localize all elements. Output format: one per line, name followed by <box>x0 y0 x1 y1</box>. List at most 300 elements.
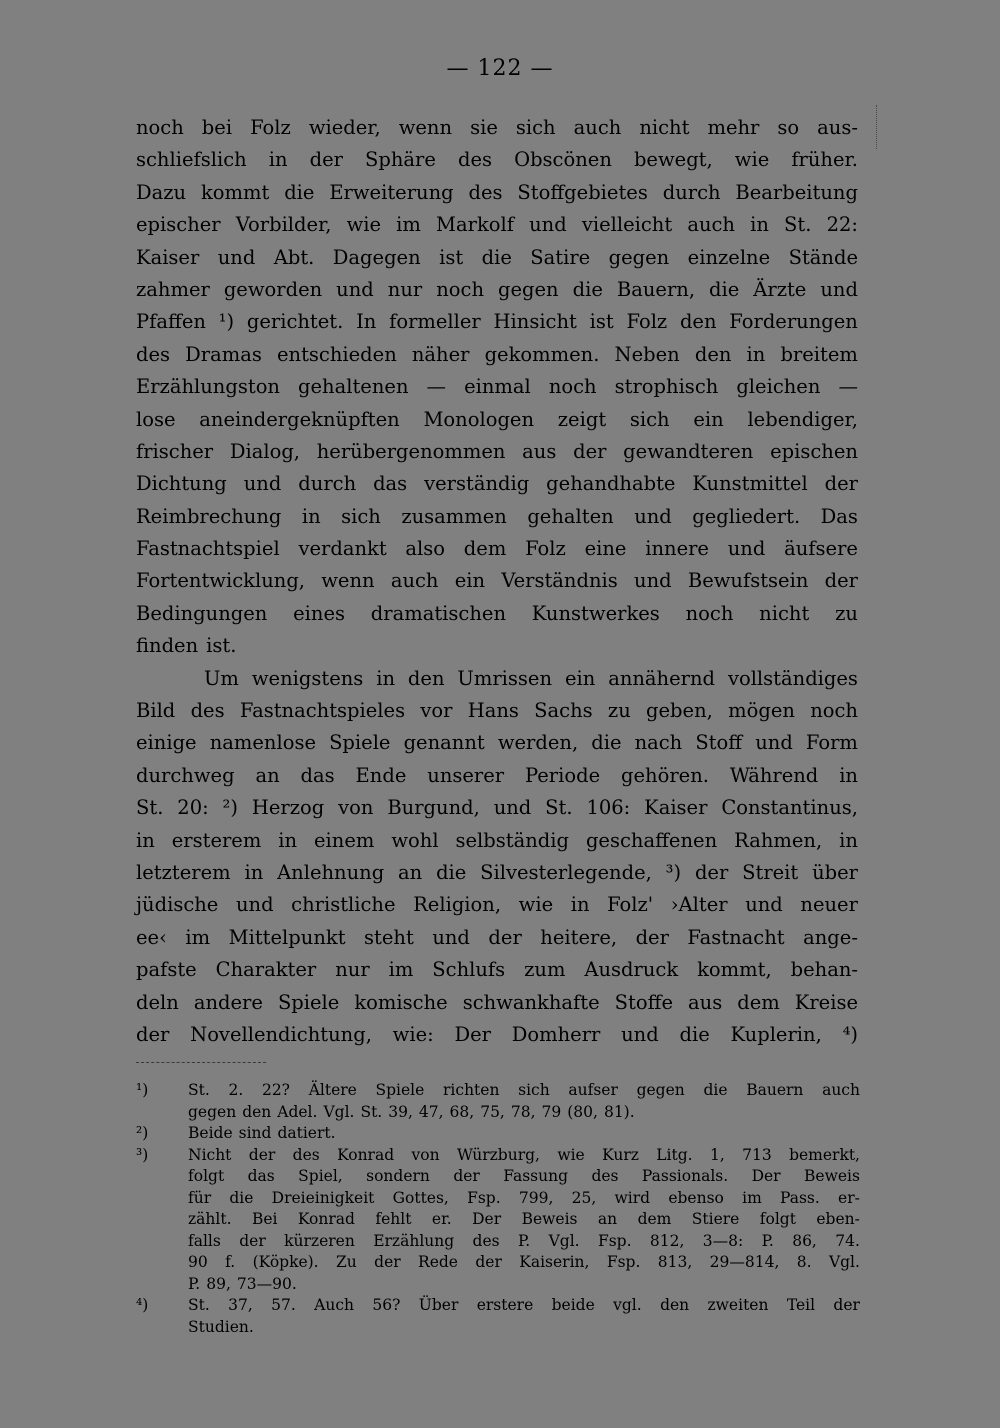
word: Konrad <box>337 1145 395 1164</box>
word: zählt. <box>188 1210 232 1228</box>
word: 812, <box>649 1231 685 1250</box>
word: ee‹ <box>136 925 167 949</box>
word: folgt <box>188 1167 225 1185</box>
word: ein <box>454 569 486 593</box>
word: also <box>405 537 446 561</box>
word: Bauern, <box>616 277 696 301</box>
word: schliefslich <box>136 148 247 172</box>
word: Folz <box>626 310 668 334</box>
word: eine <box>584 537 627 561</box>
word: namenlose <box>209 731 316 755</box>
word: der <box>374 1253 401 1271</box>
word: Das <box>820 504 858 528</box>
word: vgl. <box>613 1296 642 1314</box>
word: behan- <box>790 958 858 982</box>
word: Der <box>472 1210 502 1228</box>
word: gewandteren <box>623 439 754 463</box>
word: Monologen <box>423 407 535 431</box>
word: Pass. <box>780 1188 820 1207</box>
word: Dreieinigkeit <box>271 1188 375 1207</box>
word: gegen <box>636 1081 685 1099</box>
word: Ausdruck <box>584 958 679 982</box>
word: 81). <box>603 1102 635 1121</box>
word: und <box>217 245 256 269</box>
footnote-text <box>160 1166 860 1188</box>
word: und <box>634 569 672 593</box>
footnote-text <box>160 1274 860 1296</box>
word: das <box>247 1167 275 1185</box>
word: 79 <box>541 1102 562 1121</box>
word: die <box>436 860 467 884</box>
word: Stoffgebietes <box>517 180 648 204</box>
word: Rahmen, <box>734 828 823 852</box>
word: nur <box>387 277 423 301</box>
word: der <box>136 1022 170 1046</box>
word: andere <box>193 990 263 1014</box>
word: falls <box>188 1231 221 1250</box>
word: Streit <box>742 860 799 884</box>
word: noch <box>548 375 597 399</box>
word: nach <box>634 731 683 755</box>
word: Vgl. <box>323 1102 355 1121</box>
word: Um <box>204 666 239 690</box>
word: nicht <box>759 601 810 625</box>
word: 799, <box>518 1188 554 1207</box>
word: Vgl. <box>548 1231 580 1250</box>
text-line <box>136 177 858 209</box>
word: Fassung <box>503 1167 569 1185</box>
footnote-line <box>136 1080 860 1102</box>
word: gehaltenen <box>298 375 409 399</box>
word: Kaiser <box>644 796 708 820</box>
word: fehlt <box>375 1210 412 1228</box>
word: den <box>407 666 445 690</box>
word: Fsp. <box>606 1253 641 1271</box>
text-line <box>136 306 858 338</box>
word: des <box>292 1145 320 1164</box>
word: durch <box>662 180 721 204</box>
word: herübergenommen <box>316 439 506 463</box>
word: neuer <box>800 893 858 917</box>
word: des <box>457 148 493 172</box>
word: wie <box>557 1145 585 1164</box>
word: richten <box>443 1081 500 1099</box>
word: gegen <box>188 1102 237 1121</box>
word: geben, <box>646 699 713 723</box>
word: Rede <box>418 1253 458 1271</box>
word: folgt <box>759 1210 796 1228</box>
word: gerichtet. <box>246 310 344 334</box>
word: dem <box>737 990 780 1014</box>
word: ²) <box>222 796 238 820</box>
word: (80, <box>567 1102 598 1121</box>
word: Kuplerin, <box>730 1022 822 1046</box>
word: in <box>301 504 321 528</box>
word: der <box>824 569 858 593</box>
footnote-line <box>160 1317 860 1339</box>
word: den <box>694 342 732 366</box>
word: und <box>634 504 672 528</box>
text-line <box>136 727 858 759</box>
word: Litg. <box>656 1145 693 1164</box>
word: im <box>396 213 421 237</box>
word: Domherr <box>511 1022 601 1046</box>
word: 813, <box>657 1253 693 1271</box>
word: Fsp. <box>597 1231 632 1250</box>
word: Schlufs <box>432 958 506 982</box>
word: Bei <box>251 1210 278 1228</box>
word: des <box>190 699 225 723</box>
word: wie <box>346 213 382 237</box>
word: ›Alter <box>670 893 728 917</box>
page-number: — 122 — <box>446 56 554 81</box>
word: und <box>336 277 374 301</box>
word: verständig <box>424 472 530 496</box>
word: 22: <box>826 213 858 237</box>
text-line <box>136 760 858 792</box>
word: 86, <box>792 1231 817 1250</box>
word: pafste <box>136 958 197 982</box>
footnote-text <box>160 1123 860 1145</box>
word: sondern <box>366 1167 430 1185</box>
main-text <box>136 112 858 1051</box>
footnote-line <box>160 1188 860 1210</box>
word: Forderungen <box>729 310 858 334</box>
word: die <box>481 245 512 269</box>
word: die <box>284 180 315 204</box>
word: 39, <box>388 1102 413 1121</box>
word: eines <box>293 601 346 625</box>
word: 90 <box>188 1253 208 1271</box>
word: Dramas <box>185 342 262 366</box>
word: gegen <box>498 277 559 301</box>
word: gehalten <box>527 504 614 528</box>
word: sich <box>518 1081 550 1099</box>
word: schwankhafte <box>462 990 600 1014</box>
word: einige <box>136 731 197 755</box>
word: aus <box>522 439 557 463</box>
text-line <box>136 274 858 306</box>
word: wieder, <box>308 116 381 139</box>
word: Beide <box>188 1124 233 1142</box>
word: in <box>746 342 766 366</box>
word: der <box>573 439 607 463</box>
word: im <box>388 958 414 982</box>
word: Stände <box>788 245 858 269</box>
text-line <box>136 242 858 274</box>
word: erstere <box>476 1296 534 1314</box>
word: Verständnis <box>501 569 618 593</box>
word: der <box>453 1167 480 1185</box>
word: bemerkt, <box>789 1145 860 1164</box>
word: Neben <box>614 342 680 366</box>
word: werden, <box>497 731 579 755</box>
word: und <box>755 731 793 755</box>
word: kommt, <box>697 958 772 982</box>
word: aneindergeknüpften <box>199 407 400 431</box>
word: Bedingungen <box>136 601 268 625</box>
word: Sachs <box>534 699 593 723</box>
word: ⁴) <box>842 1022 858 1046</box>
footnote-marker: ³) <box>136 1145 149 1164</box>
word: der <box>833 1296 860 1314</box>
word: des <box>136 342 171 366</box>
word: Fastnachtspieles <box>239 699 406 723</box>
word: auch <box>687 213 735 237</box>
word: Sphäre <box>365 148 436 172</box>
word: so <box>777 116 800 139</box>
word: wie <box>518 893 554 917</box>
footnote-line <box>136 1145 860 1167</box>
word: kürzeren <box>284 1231 355 1250</box>
text-line <box>136 533 858 565</box>
text-line <box>136 112 858 144</box>
word: ist. <box>206 634 237 658</box>
word: nur <box>335 958 370 982</box>
word: dem <box>463 537 507 561</box>
word: Ende <box>355 763 407 787</box>
word: in <box>376 666 396 690</box>
word: Silvesterlegende, <box>480 860 652 884</box>
word: Mittelpunkt <box>228 925 346 949</box>
word: Periode <box>525 763 601 787</box>
word: vor <box>420 699 453 723</box>
word: und <box>621 1022 659 1046</box>
word: in <box>750 213 769 237</box>
word: des <box>472 1231 500 1250</box>
word: Dichtung <box>136 472 227 496</box>
word: der <box>635 925 669 949</box>
word: in <box>244 860 264 884</box>
word: Kreise <box>794 990 858 1014</box>
text-line <box>136 630 858 662</box>
word: Kaiserin, <box>519 1253 590 1271</box>
word: und <box>235 893 274 917</box>
word: Hans <box>467 699 519 723</box>
word: f. <box>225 1253 236 1271</box>
text-line <box>136 825 858 857</box>
footnote-line <box>136 1295 860 1317</box>
word: Konrad <box>297 1210 355 1228</box>
word: 1, <box>709 1145 725 1164</box>
word: innere <box>645 537 709 561</box>
footnote-marker: ²) <box>136 1124 149 1142</box>
word: geworden <box>223 277 323 301</box>
word: lebendiger, <box>747 407 858 431</box>
word: Nicht <box>188 1145 232 1164</box>
word: Ältere <box>308 1081 357 1099</box>
word: verdankt <box>298 537 387 561</box>
text-line <box>136 339 858 371</box>
word: mehr <box>707 116 760 139</box>
footnote-line <box>136 1123 860 1145</box>
word: zeigt <box>557 407 607 431</box>
word: des <box>591 1167 619 1185</box>
word: Pfaffen <box>136 310 206 334</box>
word: auch <box>822 1081 860 1099</box>
word: Erzählung <box>373 1231 455 1250</box>
word: Spiel, <box>298 1167 343 1185</box>
word: nicht <box>639 116 690 139</box>
word: Religion, <box>413 893 502 917</box>
word: sind <box>238 1124 272 1142</box>
footnote-text <box>160 1252 860 1274</box>
word: an <box>398 860 423 884</box>
text-line <box>136 565 858 597</box>
footnote-marker: ⁴) <box>136 1296 149 1314</box>
word: die <box>591 731 622 755</box>
word: in <box>839 828 858 852</box>
word: und <box>243 472 282 496</box>
word: Folz' <box>607 893 654 917</box>
word: Constantinus, <box>721 796 858 820</box>
word: St. <box>188 1296 210 1314</box>
word: dem <box>637 1210 672 1228</box>
word: der <box>475 1253 502 1271</box>
text-line <box>136 987 858 1019</box>
word: Novellendichtung, <box>190 1022 372 1046</box>
word: die <box>703 1081 728 1099</box>
word: gehandhabte <box>546 472 676 496</box>
word: wenigstens <box>251 666 364 690</box>
word: annähernd <box>608 666 716 690</box>
word: und <box>529 213 567 237</box>
word: — <box>838 375 858 399</box>
word: Kurz <box>602 1145 639 1164</box>
footnote-text <box>160 1102 860 1124</box>
text-line <box>136 792 858 824</box>
word: Dazu <box>136 180 187 204</box>
word: den <box>660 1296 690 1314</box>
word: Spiele <box>375 1081 425 1099</box>
word: Der <box>454 1022 491 1046</box>
footnote-text <box>160 1295 860 1317</box>
word: bewegt, <box>633 148 713 172</box>
word: 25, <box>571 1188 597 1207</box>
word: einem <box>314 828 375 852</box>
word: geschaffenen <box>585 828 718 852</box>
word: breitem <box>780 342 858 366</box>
footnote-line <box>160 1166 860 1188</box>
word: und <box>727 537 766 561</box>
word: wenn <box>321 569 375 593</box>
word: ist <box>589 310 614 334</box>
footnote-text <box>160 1209 860 1231</box>
word: und <box>745 893 783 917</box>
word: Vorbilder, <box>235 213 332 237</box>
text-line <box>136 1019 858 1051</box>
word: und <box>493 796 532 820</box>
word: gekommen. <box>484 342 600 366</box>
word: Reimbrechung <box>136 504 282 528</box>
word: Beweis <box>804 1167 860 1185</box>
word: auch <box>390 569 439 593</box>
word: von <box>411 1145 440 1164</box>
word: näher <box>411 342 470 366</box>
word: P. <box>761 1231 774 1250</box>
word: Folz <box>250 116 291 139</box>
word: Ärzte <box>753 277 807 301</box>
word: 37, <box>228 1296 253 1314</box>
word: zu <box>607 699 631 723</box>
footnote-line <box>160 1209 860 1231</box>
word: Bewufstsein <box>687 569 809 593</box>
word: in <box>839 763 858 787</box>
word: (Köpke). <box>252 1253 319 1271</box>
word: Anlehnung <box>277 860 385 884</box>
word: beide <box>551 1296 595 1314</box>
word: den <box>242 1102 272 1121</box>
word: 20: <box>177 796 209 820</box>
word: 22? <box>261 1081 290 1099</box>
word: epischer <box>136 213 221 237</box>
word: einmal <box>464 375 531 399</box>
word: Fsp. <box>467 1188 501 1207</box>
text-line <box>136 889 858 921</box>
text-line <box>136 468 858 500</box>
word: Bearbeitung <box>735 180 858 204</box>
word: an <box>255 763 280 787</box>
footnote-divider <box>136 1062 266 1063</box>
word: Erzählungston <box>136 375 280 399</box>
word: komische <box>354 990 448 1014</box>
word: ebenso <box>668 1188 724 1207</box>
word: gleichen <box>736 375 821 399</box>
word: wie <box>734 148 770 172</box>
word: Während <box>729 763 819 787</box>
word: an <box>597 1210 618 1228</box>
word: lose <box>136 407 176 431</box>
word: wenn <box>398 116 453 139</box>
word: zusammen <box>401 504 507 528</box>
word: 29—814, <box>709 1253 780 1271</box>
word: 713 <box>742 1145 772 1164</box>
footnote-marker: ¹) <box>136 1081 149 1099</box>
word: Obscönen <box>514 148 612 172</box>
footnote-line <box>160 1231 860 1253</box>
word: sie <box>470 116 498 139</box>
word: ³) <box>665 860 682 884</box>
word: äufsere <box>784 537 858 561</box>
word: vollständiges <box>727 666 858 690</box>
word: St. <box>188 1081 210 1099</box>
word: eben- <box>816 1210 860 1228</box>
word: durch <box>298 472 357 496</box>
word: Kaiser <box>136 245 200 269</box>
word: das <box>373 472 408 496</box>
word: P. <box>188 1274 201 1293</box>
word: in <box>268 148 288 172</box>
word: der <box>248 1145 276 1164</box>
word: Stiere <box>691 1210 740 1228</box>
word: der <box>694 860 729 884</box>
word: zweiten <box>707 1296 769 1314</box>
text-line <box>136 209 858 241</box>
word: unserer <box>427 763 505 787</box>
word: genannt <box>403 731 485 755</box>
word: wie: <box>392 1022 434 1046</box>
word: das <box>300 763 335 787</box>
word: auch <box>573 116 622 139</box>
word: über <box>812 860 858 884</box>
word: datiert. <box>277 1124 336 1142</box>
word: Erweiterung <box>329 180 454 204</box>
word: mögen <box>728 699 795 723</box>
word: ¹) <box>218 310 235 334</box>
word: 78, <box>510 1102 536 1121</box>
word: er- <box>838 1188 860 1207</box>
word: St. <box>136 796 164 820</box>
